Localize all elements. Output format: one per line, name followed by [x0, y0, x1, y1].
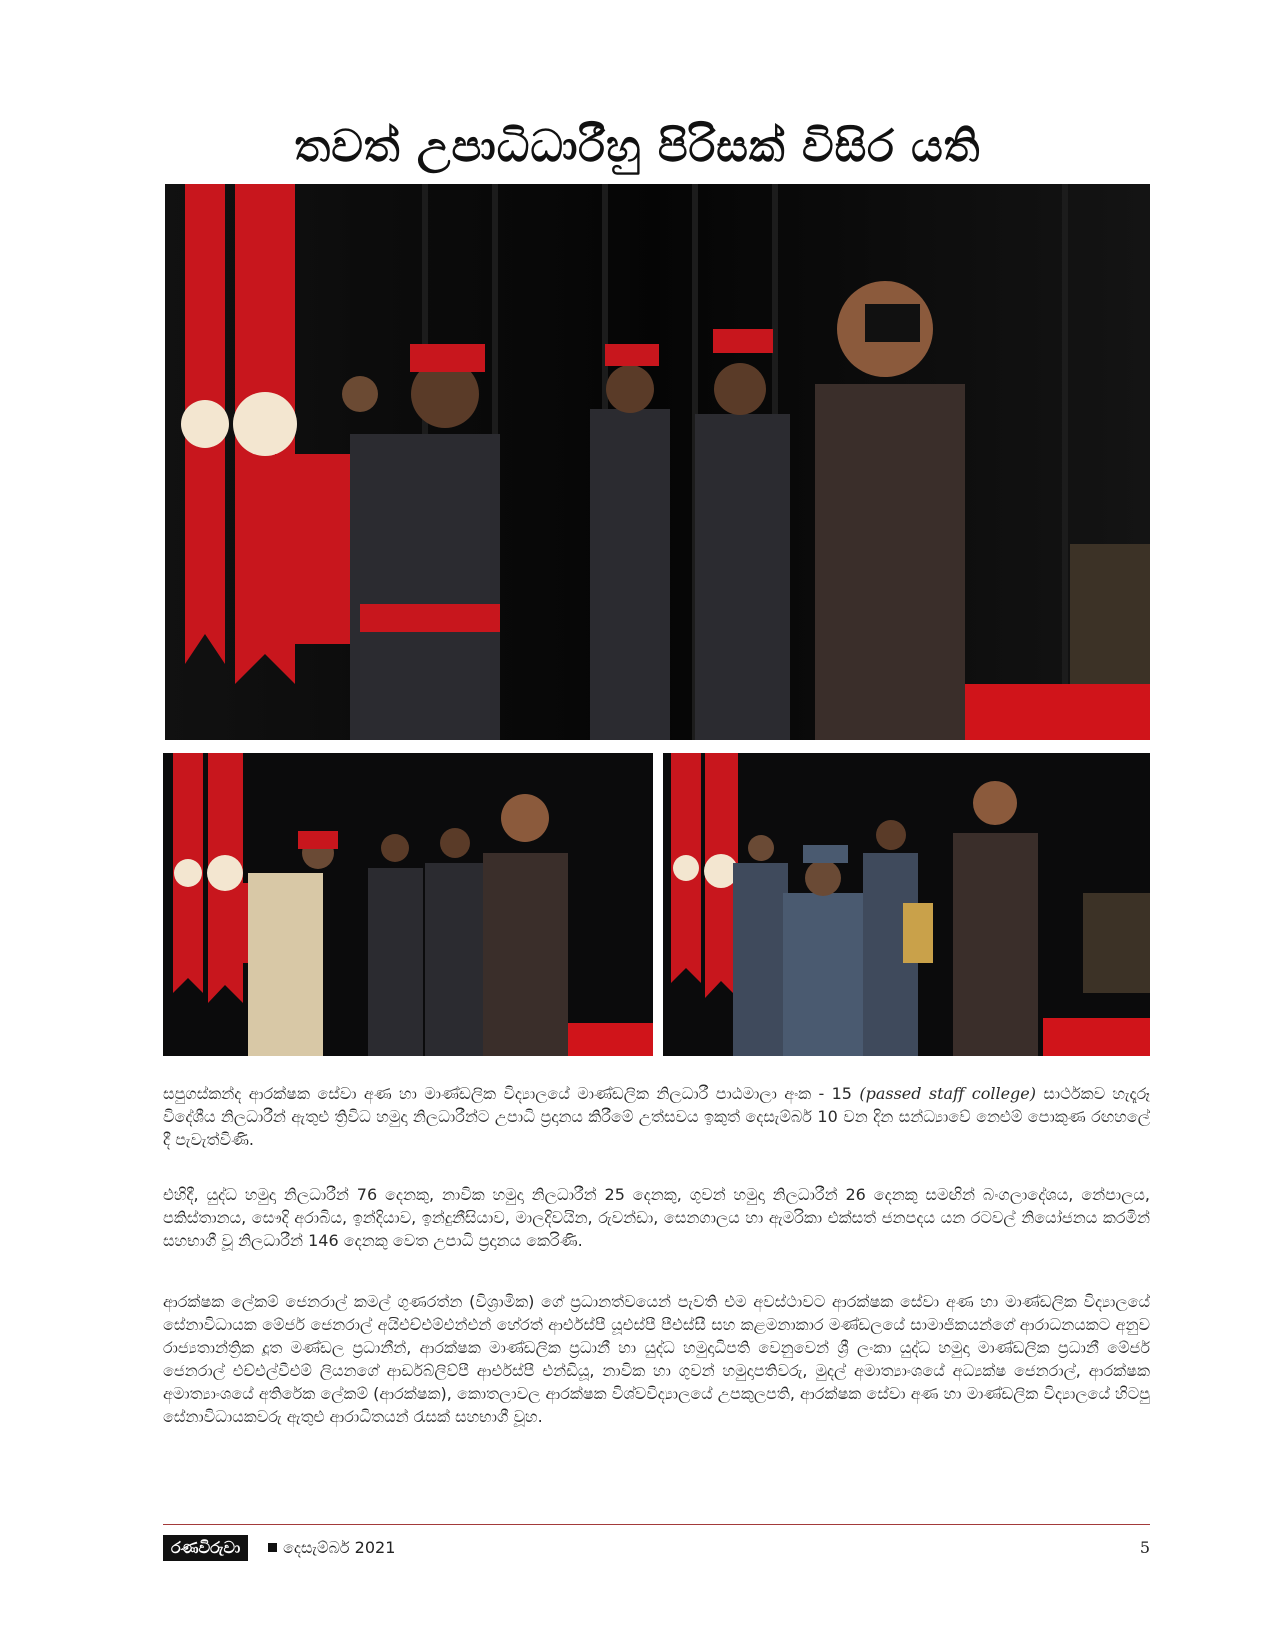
article-paragraph-3: ආරක්ෂක ලේකම් ජෙනරාල් කමල් ගුණරත්න (විශ්‍රාමික) ගේ ප්‍රධානත්වයෙන් පැවති එම අවස්ථාවට ආරක්ෂක සේවා අණ හා මාණ්ඩලික විද්‍යාලයේ සේනාවිධායක මේජර් ජෙනරාල් අයිඑච්එම්එන්එන් හේරත් ආර්එස්පී යූඑස්පී පීඑස්සී සහ කළමනාකාර මණ්ඩලයේ සාමාජිකයන්ගේ ආරාධනයකට අනුව රාජ්‍යතාන්ත්‍රික දූත මණ්ඩල ප්‍රධානීන්, ආරක්ෂක මාණ්ඩලික ප්‍රධානී හා යුද්ධ හමුදාධිපති වෙනුවෙන් ශ්‍රී ලංකා යුද්ධ හමුදා මාණ්ඩලික ප්‍රධානී මේජර් ජෙනරාල් එච්එල්වීඑම් ලියනගේ ආර්ඩබ්ලිව්පී ආර්එස්පී එන්ඩියූ, නාවික හා ගුවන් හමුදාපතිවරු, මුදල් අමාත්‍යාංශයේ අධ්‍යක්ෂ ජෙනරාල්, ආරක්ෂක අමාත්‍යාංශයේ අතිරේක ලේකම් (ආරක්ෂක), කොතලාවල ආරක්ෂක විශ්වවිද්‍යාලයේ උපකුලපති, ආරක්ෂක සේවා අණ හා මාණ්ඩලික විද්‍යාලයේ හිටපු සේනාවිධායකවරු ඇතුළු ආරාධිතයන් රැසක් සහභාගී වූහ.: [163, 1292, 1150, 1426]
paragraph-1-text-before: සපුගස්කන්ද ආරක්ෂක සේවා අණ හා මාණ්ඩලික විද්‍යාලයේ මාණ්ඩලික නිලධාරී පාඨමාලා අංක - 15: [163, 1084, 860, 1103]
square-bullet-icon: [268, 1543, 277, 1552]
paragraph-1-text-after: සාර්ථකව හැදෑරූ විදේශීය නිලධාරීන් ඇතුළු ත්‍රිවිධ හමුදා නිලධාරීන්ට උපාධි ප්‍රදානය කිරීමේ උත්සවය ඉකුත් දෙසැම්බර් 10 වන දින සන්ධ්‍යාවේ නෙළුම් පොකුණ රඟහලේ දී පැවැත්විණි.: [163, 1084, 1151, 1149]
issue-date: දෙසැම්බර් 2021: [283, 1538, 396, 1557]
ceremony-photo-right-illustration: [663, 753, 1150, 1056]
article-paragraph-2: එහිදී, යුද්ධ හමුදා නිලධාරීන් 76 දෙනකු, නාවික හමුදා නිලධාරීන් 25 දෙනකු, ගුවන් හමුදා නිලධාරීන් 26 දෙනකු සමඟින් බංගලාදේශය, නේපාලය, පකිස්තානය, සෞදි අරාබිය, ඉන්දියාව, ඉන්දුනීසියාව, මාලදිවයින, රුවන්ඩා, සෙනගාලය හා ඇමරිකා එක්සත් ජනපදය යන රටවල් නියෝජනය කරමින් සහභාගී වූ නිලධාරීන් 146 දෙනකු වෙත උපාධි ප්‍රදානය කෙරිණි.: [163, 1185, 1150, 1250]
magazine-logo: රණවිරුවා: [163, 1535, 248, 1561]
ceremony-photo-main: [165, 184, 1150, 740]
article-headline: තවත් උපාධිධාරීහු පිරිසක් විසිර යති: [294, 121, 981, 172]
ceremony-photo-right: [663, 753, 1150, 1056]
ceremony-photo-left-illustration: [163, 753, 653, 1056]
paragraph-1-emphasis: (passed staff college): [859, 1084, 1037, 1103]
footer-divider: [163, 1524, 1150, 1525]
page-number: 5: [1139, 1538, 1150, 1557]
ceremony-photo-left: [163, 753, 653, 1056]
article-paragraph-1: [163, 1082, 1150, 1151]
ceremony-photo-main-illustration: [165, 184, 1150, 740]
